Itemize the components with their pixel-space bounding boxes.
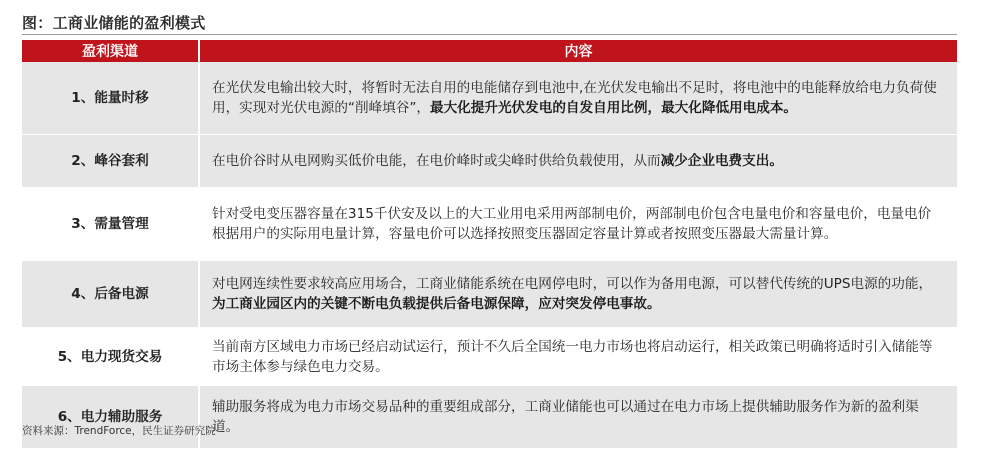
row-channel: 6、电力辅助服务 xyxy=(22,386,200,449)
row-channel: 4、后备电源 xyxy=(22,261,200,328)
header-channel: 盈利渠道 xyxy=(22,40,200,62)
figure-title: 图：工商业储能的盈利模式 xyxy=(22,14,206,32)
row-content-text: 当前南方区域电力市场已经启动试运行，预计不久后全国统一电力市场也将启动运行，相关政策已明确将适时引入储能等市场主体参与绿色电力交易。 xyxy=(212,338,933,375)
row-content-text: 在光伏发电输出较大时，将暂时无法自用的电能储存到电池中,在光伏发电输出不足时，将电池中的电能释放给电力负荷使用，实现对光伏电源的“削峰填谷”， xyxy=(212,80,937,116)
row-content-text: 在电价谷时从电网购买低价电能，在电价峰时或尖峰时供给负载使用，从而 xyxy=(212,153,661,169)
source-note: 资料来源：TrendForce，民生证券研究院 xyxy=(22,425,216,437)
row-content xyxy=(200,328,957,386)
row-content xyxy=(200,188,957,261)
profit-model-table xyxy=(22,40,957,449)
row-channel: 5、电力现货交易 xyxy=(22,328,200,386)
table-row xyxy=(22,261,957,328)
row-content-emphasis: 减少企业电费支出。 xyxy=(660,153,783,169)
row-content xyxy=(200,261,957,328)
row-content-text: 辅助服务将成为电力市场交易品种的重要组成部分，工商业储能也可以通过在电力市场上提供辅助服务作为新的盈利渠道。 xyxy=(212,399,919,435)
table-header-row xyxy=(22,40,957,62)
row-content xyxy=(200,62,957,135)
table-row xyxy=(22,328,957,386)
header-content: 内容 xyxy=(200,40,957,62)
table-row xyxy=(22,62,957,135)
row-channel: 3、需量管理 xyxy=(22,188,200,261)
title-divider xyxy=(22,34,957,35)
row-channel: 2、峰谷套利 xyxy=(22,135,200,188)
row-content-text: 对电网连续性要求较高应用场合，工商业储能系统在电网停电时，可以作为备用电源，可以替代传统的UPS电源的功能， xyxy=(212,276,933,292)
row-content-emphasis: 最大化提升光伏发电的自发自用比例，最大化降低用电成本。 xyxy=(430,100,798,116)
row-content-text: 针对受电变压器容量在315千伏安及以上的大工业用电采用两部制电价，两部制电价包含电量电价和容量电价，电量电价根据用户的实际用电量计算，容量电价可以选择按照变压器固定容量计算或者按照变压器最大需量计算。 xyxy=(212,206,932,242)
table-row xyxy=(22,188,957,261)
table-row xyxy=(22,135,957,188)
row-content-emphasis: 为工商业园区内的关键不断电负载提供后备电源保障，应对突发停电事故。 xyxy=(212,296,661,312)
row-content xyxy=(200,135,957,188)
row-channel: 1、能量时移 xyxy=(22,62,200,135)
